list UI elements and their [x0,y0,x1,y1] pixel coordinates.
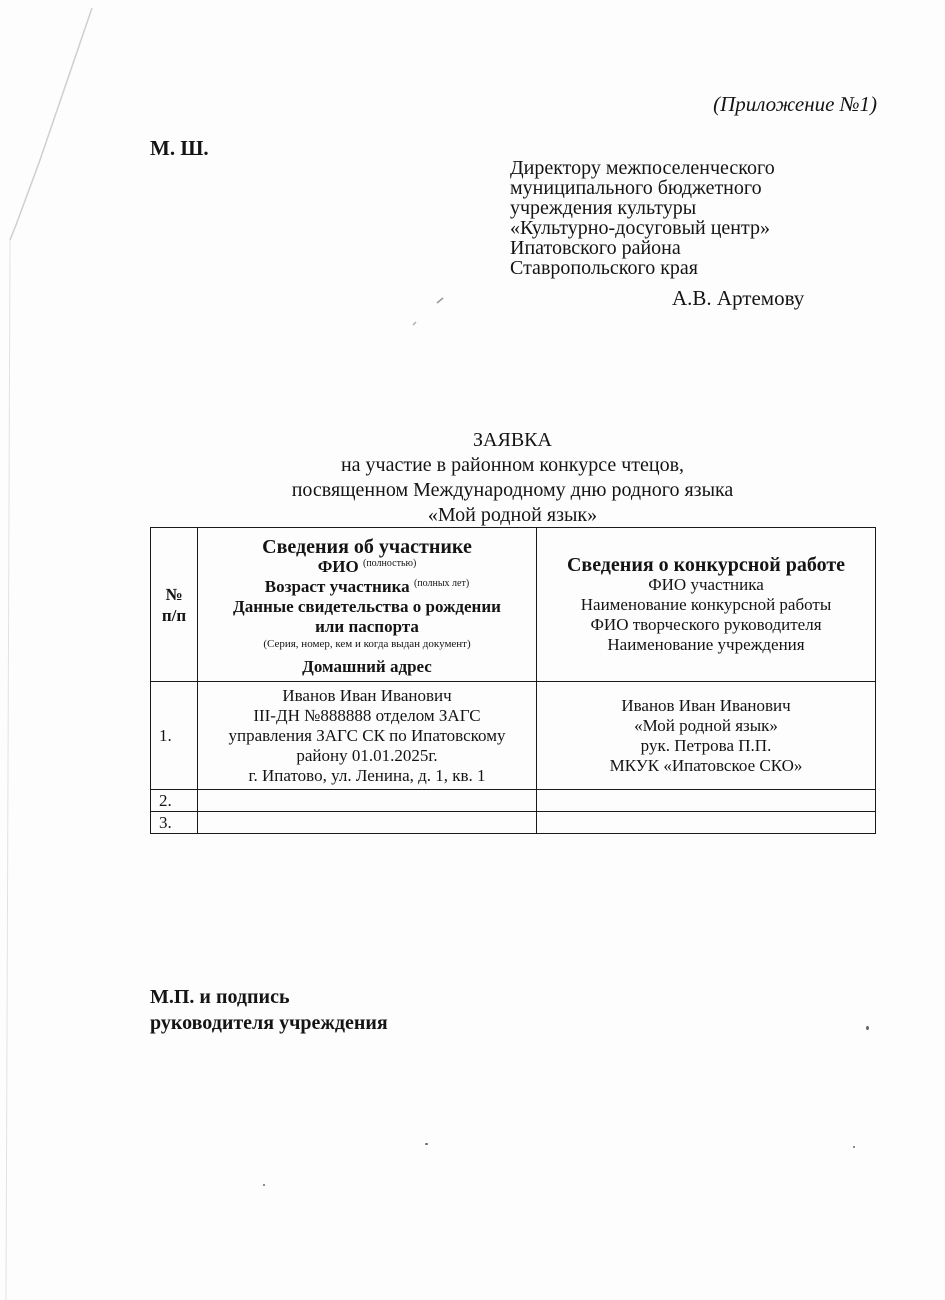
application-table [150,527,876,834]
work-field: ФИО творческого руководителя [590,614,822,634]
signature-line: руководителя учреждения [150,1012,388,1034]
header-participant-cell [198,528,537,682]
age-label: Возраст участника [264,576,410,596]
scan-speck [866,1026,869,1030]
scan-speck [853,1146,855,1148]
addressee-line: Ипатовского района [510,237,681,259]
work-field: Наименование конкурсной работы [580,594,832,614]
addressee-line: Директору межпоселенческого [510,157,775,179]
scan-speck [263,1184,265,1186]
addressee-line: муниципального бюджетного [510,177,762,199]
participant-cell [198,682,537,790]
work-field: Наименование учреждения [607,634,805,654]
work-line: МКУК «Ипатовское СКО» [609,755,803,775]
table-row [151,812,876,834]
fio-label: ФИО [317,556,359,576]
address-label: Домашний адрес [302,656,432,676]
signature-block [150,984,388,1036]
doc-label: Данные свидетельства о рождении [233,596,501,616]
table-row [151,790,876,812]
row-number: 2. [151,790,198,812]
work-cell [537,682,876,790]
participant-line: району 01.01.2025г. [296,745,438,765]
title-heading: ЗАЯВКА [473,429,552,451]
document-title [150,428,875,528]
recipient-name: А.В. Артемову [672,286,805,310]
fio-note: (полностью) [363,557,417,569]
addressee-line: «Культурно-досуговый центр» [510,217,770,239]
addressee-line: Ставропольского края [510,257,698,279]
participant-cell [198,812,537,834]
participant-cell [198,790,537,812]
participant-line: Иванов Иван Иванович [282,685,452,705]
fio-label-line [201,557,533,577]
work-title: Сведения о конкурсной работе [566,553,846,576]
addressee-block [510,158,775,278]
table-row [151,682,876,790]
work-field: ФИО участника [648,574,764,594]
title-line: на участие в районном конкурсе чтецов, [340,454,685,476]
table-header-row [151,528,876,682]
doc-note: (Серия, номер, кем и когда выдан документ) [263,637,471,650]
stamp-label: М. Ш. [150,136,209,160]
participant-line: III-ДН №888888 отделом ЗАГС [253,705,481,725]
age-label-line [201,577,533,597]
work-cell [537,790,876,812]
title-line: посвященном Международному дню родного языка [291,479,734,501]
participant-line: управления ЗАГС СК по Ипатовскому [228,725,506,745]
row-number: 3. [151,812,198,834]
age-note: (полных лет) [413,577,470,589]
appendix-note: (Приложение №1) [713,92,877,116]
header-num-symbol: № [165,584,183,604]
header-num-label: п/п [161,605,187,625]
header-work-cell [537,528,876,682]
signature-line: М.П. и подпись [150,986,290,1008]
work-line: «Мой родной язык» [634,715,778,735]
work-line: Иванов Иван Иванович [621,695,791,715]
scan-speck [425,1143,428,1145]
doc-label: или паспорта [315,616,419,636]
row-number: 1. [151,682,198,790]
header-num-cell [151,528,198,682]
work-line: рук. Петрова П.П. [640,735,772,755]
work-cell [537,812,876,834]
title-line: «Мой родной язык» [427,504,598,526]
addressee-line: учреждения культуры [510,197,697,219]
participant-line: г. Ипатово, ул. Ленина, д. 1, кв. 1 [248,765,486,785]
participant-title: Сведения об участнике [262,535,472,558]
